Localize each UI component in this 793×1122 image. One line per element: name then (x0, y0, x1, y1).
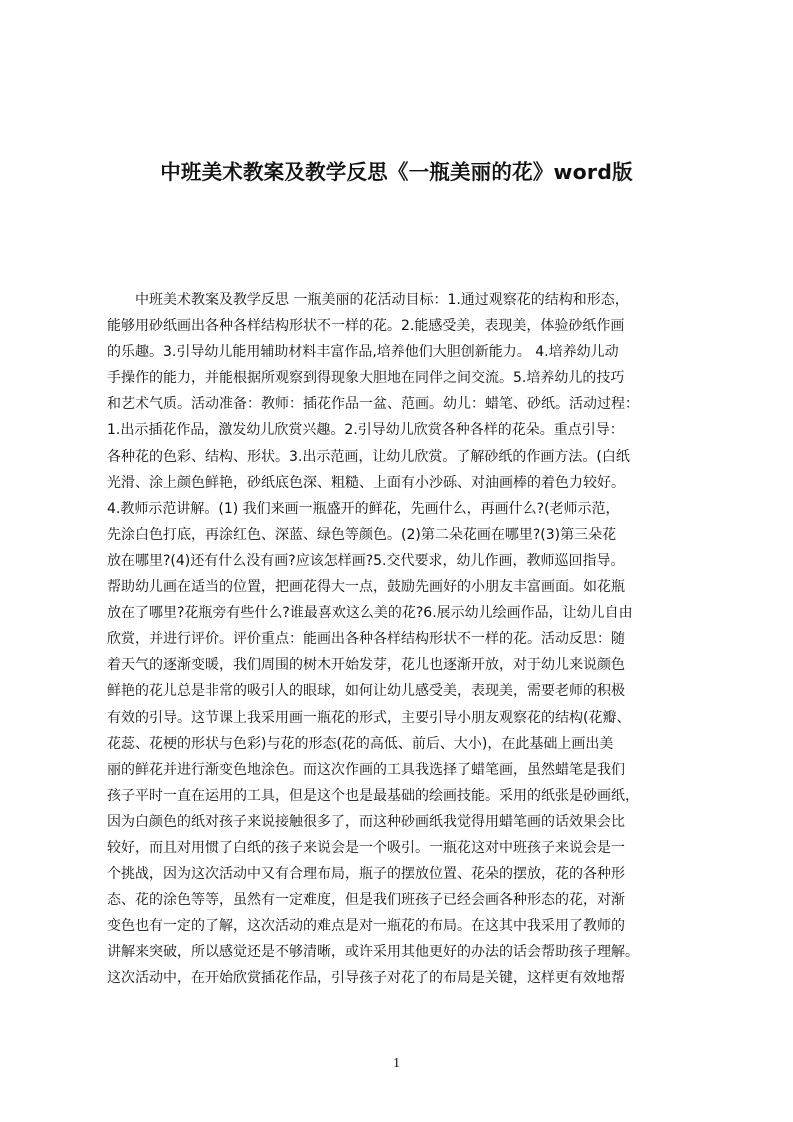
page-number: 1 (393, 1056, 400, 1071)
body-text-line: 光滑、涂上颜色鲜艳，砂纸底色深、粗糙、上面有小沙砾、对油画棒的着色力较好。 (107, 474, 625, 491)
body-text-line: 鲜艳的花儿总是非常的吸引人的眼球，如何让幼儿感受美，表现美，需要老师的积极 (107, 683, 625, 700)
body-text-line: 中班美术教案及教学反思 一瓶美丽的花活动目标：1.通过观察花的结构和形态， (107, 292, 629, 308)
body-text-line: 花蕊、花梗的形状与色彩)与花的形态(花的高低、前后、大小)，在此基础上画出美 (107, 735, 614, 752)
body-text-line: 变色也有一定的了解，这次活动的难点是对一瓶花的布局。在这其中我采用了教师的 (107, 918, 625, 935)
body-text-line: 能够用砂纸画出各种各样结构形状不一样的花。2.能感受美，表现美，体验砂纸作画 (107, 318, 625, 335)
body-text-line: 欣赏，并进行评价。评价重点：能画出各种各样结构形状不一样的花。活动反思：随 (107, 631, 625, 648)
body-text-line: 有效的引导。这节课上我采用画一瓶花的形式，主要引导小朋友观察花的结构(花瓣、 (107, 709, 631, 726)
body-text (107, 287, 697, 987)
body-text-line: 4.教师示范讲解。(1) 我们来画一瓶盛开的鲜花，先画什么，再画什么?(老师示范， (107, 500, 620, 517)
body-text-line: 讲解来突破，所以感觉还是不够清晰，或许采用其他更好的办法的话会帮助孩子理解。 (107, 944, 639, 961)
body-text-line: 帮助幼儿画在适当的位置，把画花得大一点，鼓励先画好的小朋友丰富画面。如花瓶 (107, 579, 625, 596)
body-text-line: 丽的鲜花并进行渐变色地涂色。而这次作画的工具我选择了蜡笔画，虽然蜡笔是我们 (107, 761, 625, 778)
body-text-line: 手操作的能力，并能根据所观察到得现象大胆地在同伴之间交流。5.培养幼儿的技巧 (107, 370, 625, 387)
body-text-line: 因为白颜色的纸对孩子来说接触很多了，而这种砂画纸我觉得用蜡笔画的话效果会比 (107, 813, 625, 830)
body-text-line: 1.出示插花作品，激发幼儿欣赏兴趣。2.引导幼儿欣赏各种各样的花朵。重点引导： (107, 422, 624, 439)
body-text-line: 放在了哪里?花瓶旁有些什么?谁最喜欢这么美的花?6.展示幼儿绘画作品，让幼儿自由 (107, 605, 633, 622)
body-text-line: 的乐趣。3.引导幼儿能用辅助材料丰富作品,培养他们大胆创新能力。 4.培养幼儿动 (107, 344, 619, 361)
body-text-line: 个挑战，因为这次活动中又有合理布局，瓶子的摆放位置、花朵的摆放，花的各种形 (107, 866, 625, 883)
body-text-line: 态、花的涂色等等，虽然有一定难度，但是我们班孩子已经会画各种形态的花，对渐 (107, 892, 625, 909)
body-text-line: 着天气的逐渐变暖，我们周围的树木开始发芽，花儿也逐渐开放，对于幼儿来说颜色 (107, 657, 625, 674)
page-title: 中班美术教案及教学反思《一瓶美丽的花》word版 (160, 159, 633, 184)
body-text-line: 这次活动中，在开始欣赏插花作品，引导孩子对花了的布局是关键，这样更有效地帮 (107, 970, 625, 987)
body-text-line: 各种花的色彩、结构、形状。3.出示范画，让幼儿欣赏。了解砂纸的作画方法。(白纸 (107, 448, 630, 465)
body-text-line: 先涂白色打底，再涂红色、深蓝、绿色等颜色。(2)第二朵花画在哪里?(3)第三朵花 (107, 526, 617, 543)
body-text-line: 孩子平时一直在运用的工具，但是这个也是最基础的绘画技能。采用的纸张是砂画纸， (107, 787, 639, 804)
body-text-line: 和艺术气质。活动准备：教师：插花作品一盆、范画。幼儿：蜡笔、砂纸。活动过程： (107, 396, 639, 413)
body-text-line: 放在哪里?(4)还有什么没有画?应该怎样画?5.交代要求，幼儿作画，教师巡回指导。 (107, 552, 625, 569)
body-text-line: 较好，而且对用惯了白纸的孩子来说会是一个吸引。一瓶花这对中班孩子来说会是一 (107, 839, 625, 856)
